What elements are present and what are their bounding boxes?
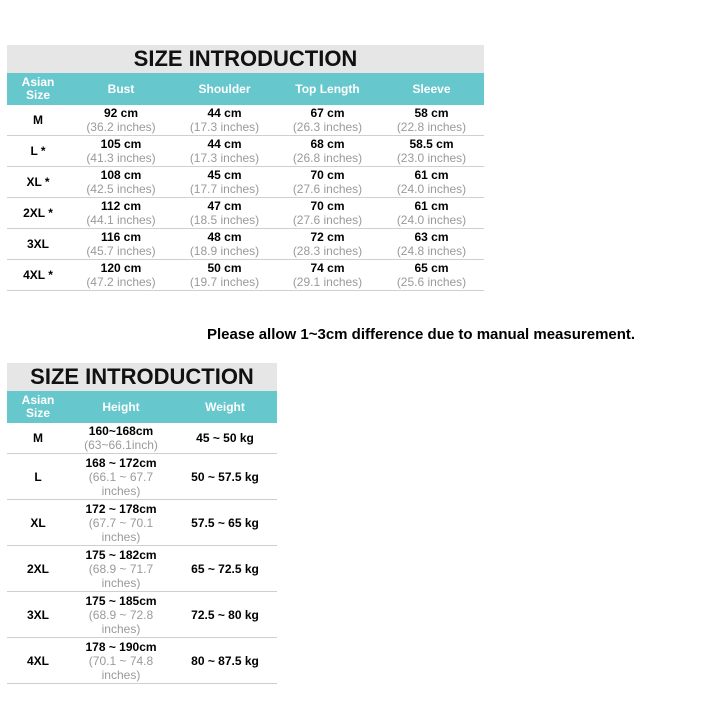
size-label: M <box>33 431 43 445</box>
table-row <box>7 592 277 638</box>
measurement-cell <box>276 136 379 166</box>
table-row <box>7 136 484 167</box>
value-cm: 58 cm <box>414 106 449 120</box>
table-row <box>7 454 277 500</box>
value-inches: (47.2 inches) <box>86 275 156 289</box>
weight-cell: 57.5 ~ 65 kg <box>191 515 259 530</box>
size-label: 3XL <box>26 237 49 251</box>
measurement-cell <box>69 105 173 135</box>
value-cm: 116 cm <box>100 230 142 244</box>
value-inches: (27.6 inches) <box>292 213 363 227</box>
weight-cell: 50 ~ 57.5 kg <box>191 469 259 484</box>
value-inches: (19.7 inches) <box>189 275 260 289</box>
value-cm: 92 cm <box>103 106 139 120</box>
weight-cell: 80 ~ 87.5 kg <box>191 653 259 668</box>
measurement-cell <box>379 229 484 259</box>
height-cell <box>69 454 173 499</box>
size-label: L * <box>30 144 46 158</box>
value-inches: (18.9 inches) <box>189 244 260 258</box>
size-label: 2XL * <box>23 206 53 220</box>
height-inches: (66.1 ~ 67.7 inches) <box>88 469 154 498</box>
value-cm: 105 cm <box>100 137 142 151</box>
measurement-cell <box>379 105 484 135</box>
height-cell <box>69 638 173 683</box>
size-table-bottom <box>7 363 277 684</box>
height-cell <box>69 592 173 637</box>
header-shoulder: Shoulder <box>198 81 251 96</box>
header-sleeve: Sleeve <box>412 81 451 96</box>
value-cm: 44 cm <box>207 106 242 120</box>
header-asian-size: Asian Size <box>21 75 55 102</box>
measurement-cell <box>173 260 276 290</box>
table-header <box>7 391 277 423</box>
measurement-cell <box>276 260 379 290</box>
value-inches: (22.8 inches) <box>396 120 467 134</box>
height-inches: (63~66.1inch) <box>84 438 158 452</box>
measurement-cell <box>69 198 173 228</box>
measurement-cell <box>69 229 173 259</box>
value-inches: (26.8 inches) <box>292 151 363 165</box>
height-cell <box>69 500 173 545</box>
value-inches: (23.0 inches) <box>396 151 467 165</box>
height-cm: 178 ~ 190cm <box>85 639 157 654</box>
value-inches: (42.5 inches) <box>86 182 156 196</box>
table-row <box>7 167 484 198</box>
value-cm: 65 cm <box>414 261 449 275</box>
value-cm: 112 cm <box>100 199 142 213</box>
size-label: L <box>34 469 42 484</box>
height-cm: 172 ~ 178cm <box>85 501 157 516</box>
table-row <box>7 546 277 592</box>
size-label: 3XL <box>26 607 49 622</box>
table-body <box>7 105 484 291</box>
height-cm: 168 ~ 172cm <box>85 455 157 470</box>
header-top-length: Top Length <box>295 81 360 96</box>
table-row <box>7 423 277 454</box>
height-cell <box>69 423 173 453</box>
value-inches: (28.3 inches) <box>292 244 363 258</box>
value-inches: (44.1 inches) <box>86 213 156 227</box>
value-cm: 70 cm <box>310 168 345 182</box>
table-title: SIZE INTRODUCTION <box>7 363 277 391</box>
size-label: M <box>33 113 43 127</box>
value-inches: (17.3 inches) <box>189 120 260 134</box>
height-cm: 175 ~ 182cm <box>85 547 157 562</box>
height-inches: (67.7 ~ 70.1 inches) <box>88 515 154 544</box>
table-title: SIZE INTRODUCTION <box>7 45 484 73</box>
value-inches: (24.0 inches) <box>396 182 467 196</box>
value-cm: 50 cm <box>207 261 242 275</box>
value-cm: 63 cm <box>414 230 449 244</box>
value-cm: 120 cm <box>100 261 142 275</box>
size-label: 2XL <box>26 561 49 576</box>
value-inches: (27.6 inches) <box>292 182 363 196</box>
size-table-top <box>7 45 484 291</box>
height-cm: 175 ~ 185cm <box>85 593 157 608</box>
measurement-cell <box>276 198 379 228</box>
height-inches: (68.9 ~ 72.8 inches) <box>88 607 154 636</box>
measurement-cell <box>379 198 484 228</box>
measurement-cell <box>276 167 379 197</box>
measurement-cell <box>69 260 173 290</box>
weight-cell: 65 ~ 72.5 kg <box>191 561 259 576</box>
value-cm: 48 cm <box>207 230 242 244</box>
table-row <box>7 260 484 291</box>
value-cm: 72 cm <box>310 230 345 244</box>
size-label: XL <box>30 515 46 530</box>
value-cm: 47 cm <box>207 199 242 213</box>
measurement-cell <box>379 167 484 197</box>
size-label: 4XL * <box>23 268 53 282</box>
measurement-cell <box>69 167 173 197</box>
height-inches: (68.9 ~ 71.7 inches) <box>88 561 154 590</box>
table-row <box>7 198 484 229</box>
header-bust: Bust <box>107 81 135 96</box>
measurement-cell <box>173 105 276 135</box>
table-row <box>7 105 484 136</box>
value-cm: 45 cm <box>207 168 242 182</box>
value-inches: (36.2 inches) <box>86 120 156 134</box>
table-header <box>7 73 484 105</box>
weight-cell: 72.5 ~ 80 kg <box>191 607 259 622</box>
table-body <box>7 423 277 684</box>
measurement-cell <box>69 136 173 166</box>
value-inches: (24.0 inches) <box>396 213 467 227</box>
header-asian-size: Asian Size <box>21 393 55 420</box>
value-cm: 58.5 cm <box>409 137 454 151</box>
table-row <box>7 500 277 546</box>
measurement-cell <box>276 229 379 259</box>
measurement-cell <box>173 198 276 228</box>
measurement-cell <box>276 105 379 135</box>
height-cm: 160~168cm <box>88 424 154 438</box>
value-cm: 108 cm <box>100 168 142 182</box>
header-weight: Weight <box>205 399 245 414</box>
header-height: Height <box>102 399 140 414</box>
measurement-cell <box>173 136 276 166</box>
weight-cell: 45 ~ 50 kg <box>196 431 254 445</box>
height-cell <box>69 546 173 591</box>
measurement-cell <box>379 136 484 166</box>
value-inches: (41.3 inches) <box>86 151 156 165</box>
value-cm: 61 cm <box>414 199 449 213</box>
measurement-note: Please allow 1~3cm difference due to manual measurement. <box>207 326 636 343</box>
value-inches: (25.6 inches) <box>396 275 467 289</box>
value-inches: (17.3 inches) <box>189 151 260 165</box>
value-cm: 68 cm <box>310 137 345 151</box>
size-label: XL * <box>26 175 50 189</box>
value-inches: (29.1 inches) <box>292 275 363 289</box>
value-inches: (17.7 inches) <box>189 182 260 196</box>
table-row <box>7 638 277 684</box>
value-inches: (24.8 inches) <box>396 244 467 258</box>
value-cm: 67 cm <box>310 106 345 120</box>
value-cm: 44 cm <box>207 137 242 151</box>
measurement-cell <box>379 260 484 290</box>
value-cm: 61 cm <box>414 168 449 182</box>
height-inches: (70.1 ~ 74.8 inches) <box>88 653 154 682</box>
measurement-cell <box>173 229 276 259</box>
value-cm: 74 cm <box>310 261 345 275</box>
size-label: 4XL <box>26 653 49 668</box>
measurement-cell <box>173 167 276 197</box>
value-inches: (26.3 inches) <box>292 120 363 134</box>
value-cm: 70 cm <box>310 199 345 213</box>
value-inches: (18.5 inches) <box>189 213 260 227</box>
value-inches: (45.7 inches) <box>86 244 156 258</box>
table-row <box>7 229 484 260</box>
